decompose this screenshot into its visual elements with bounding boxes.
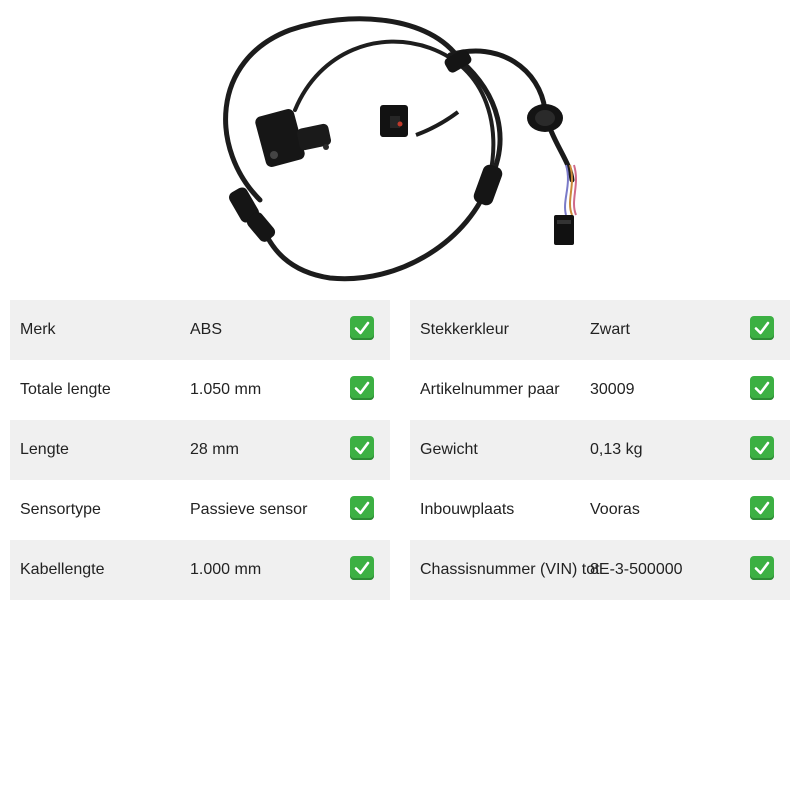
spec-label: Totale lengte	[20, 381, 111, 398]
spec-row-totale-lengte	[10, 360, 390, 420]
spec-label: Sensortype	[20, 501, 101, 518]
spec-value: 0,13 kg	[590, 441, 643, 458]
spec-value: 1.050 mm	[190, 381, 262, 398]
spec-value: 1.000 mm	[190, 561, 262, 578]
product-image	[200, 0, 600, 292]
green-checkmark-icon	[350, 436, 374, 460]
spec-table-right	[410, 300, 790, 600]
spec-row-kabellengte	[10, 540, 390, 600]
spec-label: Kabellengte	[20, 561, 105, 578]
green-checkmark-icon	[750, 436, 774, 460]
spec-row-inbouwplaats	[410, 480, 790, 540]
green-checkmark-icon	[350, 376, 374, 400]
spec-label: Inbouwplaats	[420, 501, 515, 518]
spec-label: Gewicht	[420, 441, 478, 458]
spec-row-lengte	[10, 420, 390, 480]
green-checkmark-icon	[350, 316, 374, 340]
spec-value: 30009	[590, 381, 635, 398]
spec-row-stekkerkleur	[410, 300, 790, 360]
green-checkmark-icon	[750, 376, 774, 400]
green-checkmark-icon	[750, 496, 774, 520]
green-checkmark-icon	[750, 316, 774, 340]
green-checkmark-icon	[750, 556, 774, 580]
spec-value: Vooras	[590, 501, 640, 518]
spec-value: ABS	[190, 321, 223, 338]
spec-row-gewicht	[410, 420, 790, 480]
spec-label: Merk	[20, 321, 56, 338]
spec-row-merk	[10, 300, 390, 360]
spec-label: Artikelnummer paar	[420, 381, 560, 398]
spec-table-left	[10, 300, 390, 600]
spec-row-chassisnummer	[410, 540, 790, 600]
spec-value: Zwart	[590, 321, 630, 338]
spec-label: Chassisnummer (VIN) tot	[420, 561, 600, 578]
green-checkmark-icon	[350, 496, 374, 520]
green-checkmark-icon	[350, 556, 374, 580]
spec-row-artikelnummer-paar	[410, 360, 790, 420]
spec-row-sensortype	[10, 480, 390, 540]
spec-value: Passieve sensor	[190, 501, 308, 518]
spec-value: 28 mm	[190, 441, 239, 458]
spec-label: Stekkerkleur	[420, 321, 509, 338]
spec-value: 8E-3-500000	[590, 561, 683, 578]
spec-label: Lengte	[20, 441, 69, 458]
